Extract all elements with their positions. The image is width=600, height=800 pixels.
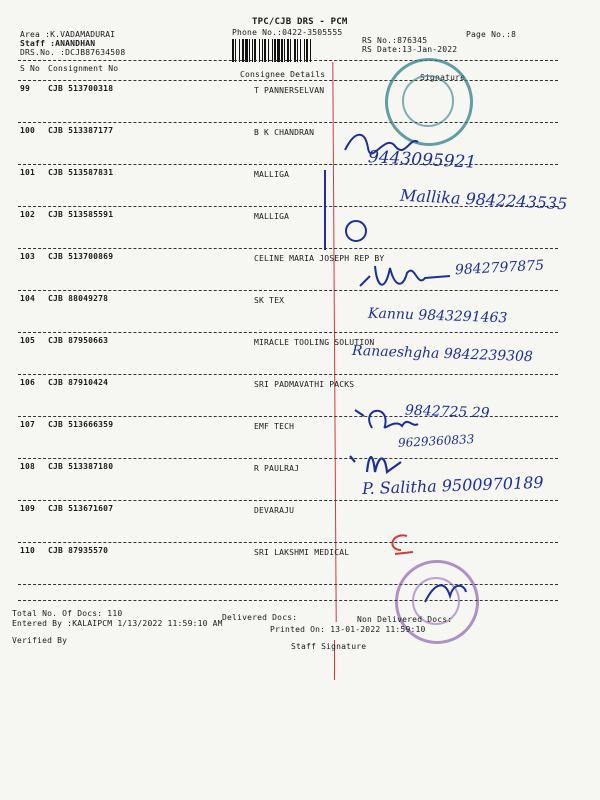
row-serial: 109 xyxy=(20,504,36,513)
row-consignee: SRI PADMAVATHI PACKS xyxy=(254,380,355,389)
page-number: Page No.:8 xyxy=(466,30,517,39)
divider xyxy=(18,542,558,543)
column-header-consignee: Consignee Details xyxy=(240,70,326,79)
barcode-bar xyxy=(287,39,289,62)
row-consignment-number: CJB 88049278 xyxy=(48,294,109,303)
divider xyxy=(18,122,558,123)
row-serial: 106 xyxy=(20,378,36,387)
divider xyxy=(18,584,558,585)
barcode-bar xyxy=(281,39,283,62)
handwritten-signature xyxy=(420,572,470,612)
phone-number: Phone No.:0422-3505555 xyxy=(232,28,343,37)
barcode-bar xyxy=(310,39,311,62)
printed-on: Printed On: 13-01-2022 11:59:10 xyxy=(270,625,426,634)
barcode-bar xyxy=(290,39,291,62)
row-serial: 108 xyxy=(20,462,36,471)
handwritten-note: Mallika 9842243535 xyxy=(399,185,568,214)
column-header-signature: Signature xyxy=(420,73,466,82)
rs-date: RS Date:13-Jan-2022 xyxy=(362,45,458,54)
barcode-bar xyxy=(294,39,296,62)
row-consignment-number: CJB 513666359 xyxy=(48,420,114,429)
barcode-bar xyxy=(297,39,298,62)
barcode-bar xyxy=(284,39,285,62)
row-consignee: MALLIGA xyxy=(254,170,290,179)
circled-mark xyxy=(343,218,369,244)
row-serial: 100 xyxy=(20,126,36,135)
barcode-bar xyxy=(304,39,305,62)
column-header-consignment: Consignment No xyxy=(48,64,119,73)
non-delivered-docs: Non Delivered Docs: xyxy=(357,615,453,624)
divider xyxy=(18,248,558,249)
row-consignee: EMF TECH xyxy=(254,422,295,431)
handwritten-note: Kannu 9843291463 xyxy=(367,305,508,327)
row-serial: 101 xyxy=(20,168,36,177)
row-consignment-number: CJB 513671607 xyxy=(48,504,114,513)
row-consignment-number: CJB 513387180 xyxy=(48,462,114,471)
barcode-bar xyxy=(259,39,260,62)
area-field: Area :K.VADAMADURAI xyxy=(20,30,116,39)
barcode-bar xyxy=(235,39,236,62)
row-consignee: CELINE MARIA JOSEPH REP BY xyxy=(254,254,385,263)
staff-field: Staff :ANANDHAN xyxy=(20,39,96,48)
red-handwritten-mark xyxy=(383,530,417,556)
barcode-bar xyxy=(264,39,266,62)
barcode-bar xyxy=(300,39,301,62)
divider xyxy=(18,164,558,165)
divider xyxy=(18,600,558,601)
delivered-docs: Delivered Docs: xyxy=(222,613,298,622)
row-consignment-number: CJB 513587831 xyxy=(48,168,114,177)
barcode-bar xyxy=(239,39,240,62)
row-consignee: T PANNERSELVAN xyxy=(254,86,325,95)
row-consignment-number: CJB 513700318 xyxy=(48,84,114,93)
row-consignment-number: CJB 513387177 xyxy=(48,126,114,135)
barcode xyxy=(232,39,352,62)
divider xyxy=(18,500,558,501)
row-serial: 99 xyxy=(20,84,31,93)
row-consignment-number: CJB 87950663 xyxy=(48,336,109,345)
handwritten-signature xyxy=(345,448,405,478)
row-serial: 105 xyxy=(20,336,36,345)
row-serial: 102 xyxy=(20,210,36,219)
row-consignee: MIRACLE TOOLING SOLUTION xyxy=(254,338,375,347)
drs-number: DRS.No. :DCJB87634508 xyxy=(20,48,126,57)
row-consignee: MALLIGA xyxy=(254,212,290,221)
row-consignee: R PAULRAJ xyxy=(254,464,300,473)
rs-number: RS No.:876345 xyxy=(362,36,428,45)
barcode-bar xyxy=(245,39,248,62)
row-consignee: SRI LAKSHMI MEDICAL xyxy=(254,548,350,557)
barcode-bar xyxy=(274,39,276,62)
handwritten-note: 9443095921 xyxy=(367,147,477,173)
row-consignment-number: CJB 87935570 xyxy=(48,546,109,555)
row-consignee: DEVARAJU xyxy=(254,506,295,515)
total-docs: Total No. Of Docs: 110 xyxy=(12,609,123,618)
barcode-bar xyxy=(306,39,308,62)
barcode-bar xyxy=(268,39,269,62)
barcode-bar xyxy=(262,39,263,62)
barcode-bar xyxy=(249,39,250,62)
divider xyxy=(18,80,558,81)
handwritten-signature xyxy=(355,258,455,298)
row-serial: 107 xyxy=(20,420,36,429)
barcode-bar xyxy=(252,39,253,62)
divider xyxy=(18,374,558,375)
handwritten-note: 9842725 29 xyxy=(404,402,490,422)
divider xyxy=(18,60,558,61)
divider xyxy=(18,332,558,333)
handwritten-note: 9629360833 xyxy=(397,432,475,450)
round-stamp xyxy=(402,75,454,127)
barcode-bar xyxy=(272,39,273,62)
divider xyxy=(18,458,558,459)
row-consignment-number: CJB 87910424 xyxy=(48,378,109,387)
row-consignment-number: CJB 513585591 xyxy=(48,210,114,219)
document-title: TPC/CJB DRS - PCM xyxy=(252,17,348,27)
row-consignee: B K CHANDRAN xyxy=(254,128,315,137)
handwritten-note: P. Salitha 9500970189 xyxy=(361,472,544,499)
barcode-bar xyxy=(277,39,280,62)
divider xyxy=(18,290,558,291)
row-serial: 110 xyxy=(20,546,36,555)
entered-by: Entered By :KALAIPCM 1/13/2022 11:59:10 AM xyxy=(12,619,223,628)
row-consignment-number: CJB 513700869 xyxy=(48,252,114,261)
handwritten-note: Ranaeshgha 9842239308 xyxy=(351,342,534,366)
barcode-bar xyxy=(254,39,256,62)
handwritten-signature xyxy=(340,128,420,158)
staff-signature: Staff Signature xyxy=(291,642,367,651)
barcode-bar xyxy=(242,39,244,62)
barcode-bar xyxy=(232,39,234,62)
handwritten-signature xyxy=(350,398,420,438)
verified-by: Verified By xyxy=(12,636,68,645)
row-serial: 104 xyxy=(20,294,36,303)
column-header-sno: S No xyxy=(20,64,41,73)
ink-mark xyxy=(324,170,326,250)
handwritten-note: 9842797875 xyxy=(454,257,545,279)
row-consignee: SK TEX xyxy=(254,296,285,305)
row-serial: 103 xyxy=(20,252,36,261)
